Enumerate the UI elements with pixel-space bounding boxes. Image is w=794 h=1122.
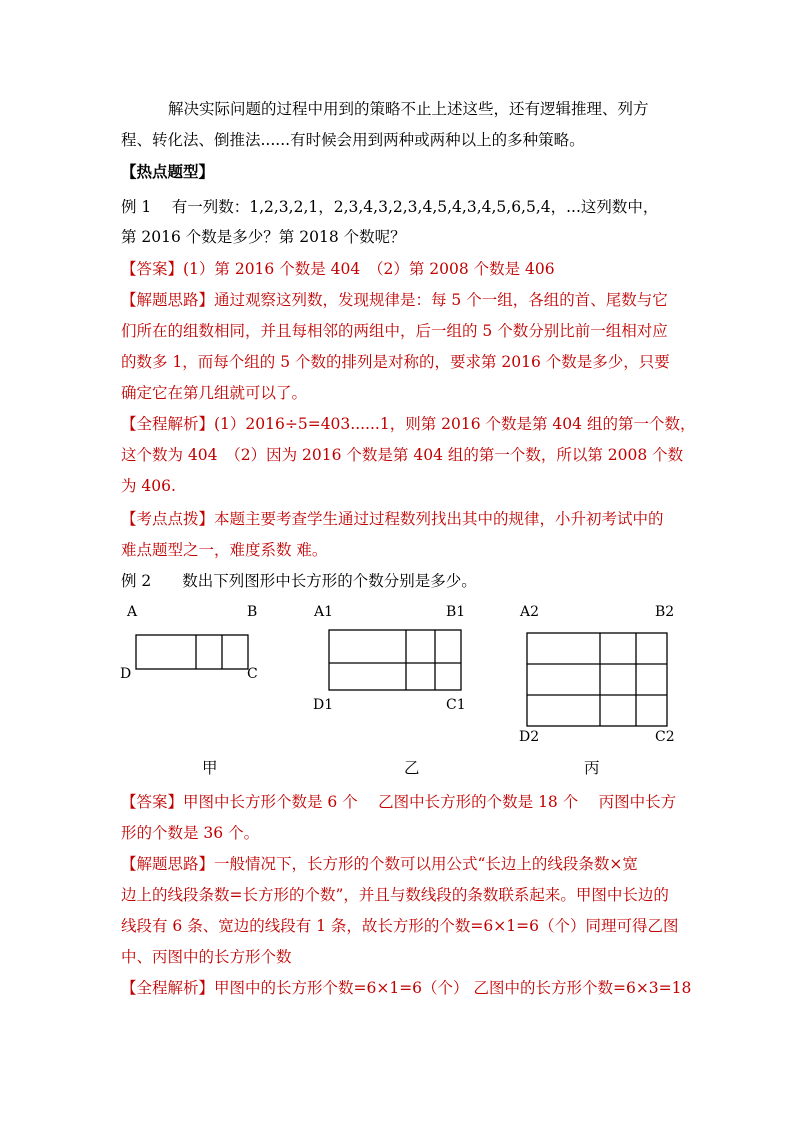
example1-analysis-line-3: 为 406. bbox=[121, 477, 176, 495]
figure-bing-label-c2: C2 bbox=[655, 729, 675, 745]
figure-jia-label-c: C bbox=[247, 666, 258, 682]
figure-bing-label-a2: A2 bbox=[520, 604, 540, 620]
figure-yi-label-a1: A1 bbox=[314, 604, 334, 620]
example1-thinking-line-2: 们所在的组数相同，并且每相邻的两组中，后一组的 5 个数分别比前一组相对应 bbox=[121, 322, 668, 340]
example1-question-line-2: 第 2016 个数是多少？第 2018 个数呢？ bbox=[121, 228, 406, 246]
figure-jia-caption: 甲 bbox=[202, 759, 218, 777]
example1-thinking-line-4: 确定它在第几组就可以了。 bbox=[121, 384, 308, 402]
example2-question: 例 2 数出下列图形中长方形的个数分别是多少。 bbox=[121, 572, 477, 590]
figure-yi-caption: 乙 bbox=[404, 759, 420, 777]
figure-bing bbox=[527, 633, 667, 726]
example2-thinking-line-3: 线段有 6 条、宽边的线段有 1 条，故长方形的个数=6×1=6（个）同理可得乙图 bbox=[121, 917, 679, 935]
figure-jia-label-d: D bbox=[120, 666, 132, 682]
figure-yi-label-b1: B1 bbox=[446, 604, 466, 620]
example1-analysis-line-2: 这个数为 404 （2）因为 2016 个数是第 404 组的第一个数，所以第 2008 个数 bbox=[121, 446, 684, 464]
figure-jia-outline bbox=[136, 635, 248, 669]
example1-question-line-1: 例 1 有一列数：1,2,3,2,1，2,3,4,3,2,3,4,5,4,3,4,5,6,5,4，...这列数中， bbox=[121, 198, 659, 216]
example1-answer: 【答案】(1）第 2016 个数是 404 （2）第 2008 个数是 406 bbox=[121, 260, 555, 278]
example2-analysis: 【全程解析】甲图中的长方形个数=6×1=6（个） 乙图中的长方形个数=6×3=18 bbox=[121, 979, 692, 997]
figure-yi-label-c1: C1 bbox=[446, 697, 466, 713]
figure-yi-outline bbox=[329, 630, 461, 690]
figure-jia-label-b: B bbox=[247, 604, 258, 620]
figure-bing-outline bbox=[527, 633, 667, 726]
figure-yi bbox=[329, 630, 461, 690]
example2-answer-line-1: 【答案】甲图中长方形个数是 6 个 乙图中长方形的个数是 18 个 丙图中长方 bbox=[121, 793, 677, 811]
intro-line-2: 程、转化法、倒推法......有时候会用到两种或两种以上的多种策略。 bbox=[121, 131, 585, 149]
example1-keypoint-line-1: 【考点点拨】本题主要考查学生通过过程数列找出其中的规律，小升初考试中的 bbox=[121, 510, 664, 528]
example1-analysis-line-1: 【全程解析】(1）2016÷5=403......1，则第 2016 个数是第 404 组的第一个数， bbox=[121, 415, 696, 433]
example1-keypoint-line-2: 难点题型之一，难度系数 难。 bbox=[121, 541, 328, 559]
figure-jia-label-a: A bbox=[127, 604, 138, 620]
figure-jia bbox=[136, 635, 248, 669]
example2-thinking-line-2: 边上的线段条数=长方形的个数”，并且与数线段的条数联系起来。甲图中长边的 bbox=[121, 886, 669, 904]
intro-line-1: 解决实际问题的过程中用到的策略不止上述这些，还有逻辑推理、列方 bbox=[168, 100, 649, 118]
figure-yi-label-d1: D1 bbox=[313, 697, 334, 713]
example1-thinking-line-1: 【解题思路】通过观察这列数，发现规律是：每 5 个一组，各组的首、尾数与它 bbox=[121, 291, 668, 309]
figure-bing-label-d2: D2 bbox=[519, 729, 540, 745]
example2-thinking-line-1: 【解题思路】一般情况下，长方形的个数可以用公式“长边上的线段条数×宽 bbox=[121, 855, 638, 873]
example1-thinking-line-3: 的数多 1，而每个组的 5 个数的排列是对称的，要求第 2016 个数是多少，只要 bbox=[121, 353, 670, 371]
section-title: 【热点题型】 bbox=[121, 162, 215, 181]
example2-answer-line-2: 形的个数是 36 个。 bbox=[121, 824, 260, 842]
figure-bing-caption: 丙 bbox=[584, 759, 600, 777]
example2-thinking-line-4: 中、丙图中的长方形个数 bbox=[121, 948, 292, 966]
figure-bing-label-b2: B2 bbox=[655, 604, 675, 620]
